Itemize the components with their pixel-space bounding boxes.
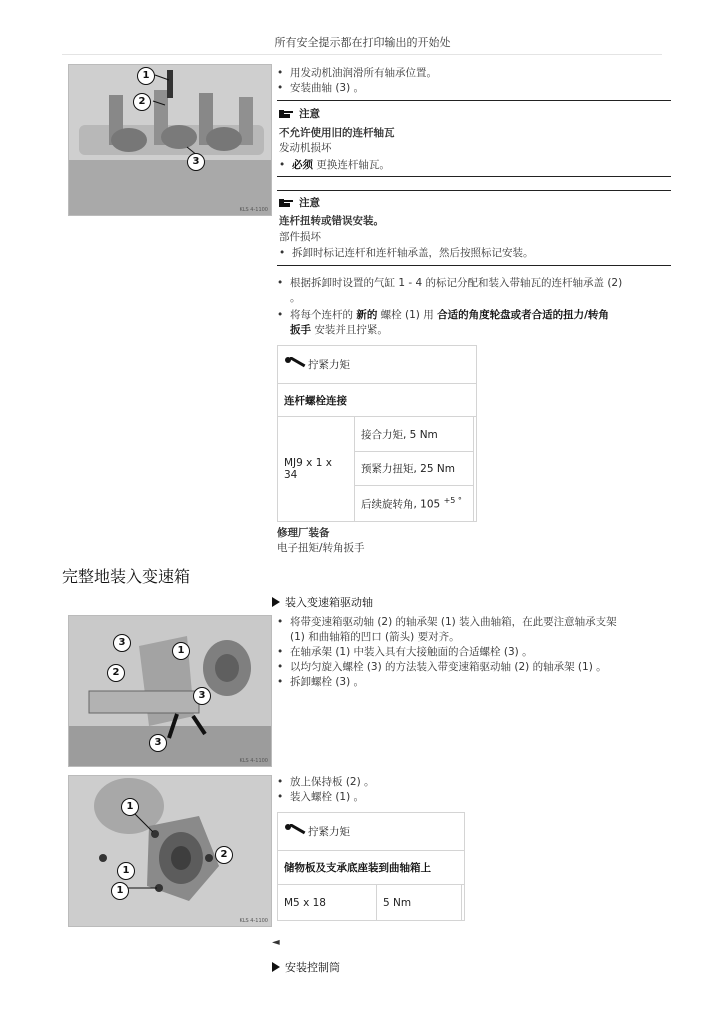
- step-text: 。: [290, 292, 301, 304]
- procedure-title: 装入变速箱驱动轴: [285, 596, 373, 609]
- figure-tag: KLS 4-1100: [239, 918, 268, 924]
- torque-table: [277, 345, 477, 522]
- list-item: • 放上保持板 (2) 。: [277, 775, 677, 790]
- note-label: 注意: [299, 197, 320, 209]
- torque-value: [355, 486, 474, 522]
- step-text: 将带变速箱驱动轴 (2) 的轴承架 (1) 装入曲轴箱，在此要注意轴承支架: [290, 616, 617, 628]
- bolt-spec: MJ9 x 1 x 34: [278, 417, 355, 522]
- torque-title-cell: [278, 813, 465, 851]
- callout-3: 3: [187, 153, 205, 171]
- callout-3: 3: [113, 634, 131, 652]
- gearbox-shaft-photo: [68, 615, 272, 767]
- pointing-hand-icon: [279, 108, 293, 119]
- step-text: 将每个连杆的: [290, 309, 357, 321]
- callout-1: 1: [172, 642, 190, 660]
- pointing-hand-icon: [279, 197, 293, 208]
- emphasis-text: 合适的角度轮盘或者合适的扭力/转角: [437, 309, 609, 321]
- torque-title: 拧紧力矩: [308, 358, 350, 371]
- note-heading: [279, 106, 320, 121]
- end-of-procedure-mark: ◄: [272, 937, 280, 948]
- lubrication-steps: [277, 66, 677, 96]
- retaining-plate-photo: [68, 775, 272, 927]
- note-divider: [277, 265, 671, 266]
- page-header: 所有安全提示都在打印输出的开始处: [274, 36, 451, 49]
- plate-install-steps: [277, 775, 677, 805]
- note-label: 注意: [299, 108, 320, 120]
- list-item: • 用发动机油润滑所有轴承位置。: [277, 66, 677, 81]
- callout-2: 2: [133, 93, 151, 111]
- note-divider: [277, 100, 671, 101]
- callout-1: 1: [111, 882, 129, 900]
- list-item: • 装入螺栓 (1) 。: [277, 790, 677, 805]
- note-actions: [279, 246, 669, 261]
- list-item: • 在轴承架 (1) 中装入具有大接触面的合适螺栓 (3) 。: [277, 645, 677, 660]
- action-text: 更换连杆轴瓦。: [313, 159, 390, 171]
- step-text: 根据拆卸时设置的气缸 1 - 4 的标记分配和装入带轴瓦的连杆轴承盖 (2): [290, 277, 623, 289]
- note-heading: [279, 195, 320, 210]
- list-item: [277, 615, 677, 645]
- note-consequence: 部件损坏: [279, 231, 321, 243]
- torque-value: 接合力矩, 5 Nm: [355, 417, 474, 452]
- emphasis-text: 扳手: [290, 324, 311, 336]
- step-text: (1) 和曲轴箱的凹口 (箭头) 要对齐。: [290, 631, 460, 643]
- torque-title: 拧紧力矩: [308, 825, 350, 838]
- list-item: • 拆卸时标记连杆和连杆轴承盖，然后按照标记安装。: [279, 246, 669, 261]
- callout-3: 3: [193, 687, 211, 705]
- header-divider: [62, 54, 662, 55]
- torque-value: 预紧力扭矩, 25 Nm: [355, 452, 474, 486]
- bolt-spec: M5 x 18: [278, 885, 377, 921]
- emphasis-text: 新的: [356, 309, 378, 321]
- procedure-heading: [272, 959, 340, 975]
- crankshaft-illustration: [69, 65, 271, 215]
- callout-3: 3: [149, 734, 167, 752]
- table-spacer: [462, 885, 465, 921]
- callout-1: 1: [137, 67, 155, 85]
- angle-value: 后续旋转角, 105: [361, 498, 441, 511]
- list-item: [279, 158, 669, 173]
- shaft-install-steps: [277, 615, 677, 690]
- torque-title-cell: [278, 346, 477, 384]
- callout-1: 1: [117, 862, 135, 880]
- note-consequence: 发动机损坏: [279, 142, 332, 154]
- emphasis-text: 必须: [292, 159, 313, 171]
- torque-subtitle: 储物板及支承底座装到曲轴箱上: [278, 851, 465, 885]
- note-actions: [279, 158, 669, 173]
- procedure-title: 安装控制筒: [285, 961, 340, 974]
- table-spacer: [474, 417, 477, 522]
- equipment-title: 修理厂装备: [277, 527, 330, 539]
- step-text: 安装并且拧紧。: [311, 324, 388, 336]
- step-text: 螺栓 (1) 用: [377, 309, 438, 321]
- list-item: • 拆卸螺栓 (3) 。: [277, 675, 677, 690]
- note-title: 连杆扭转或错误安装。: [279, 215, 384, 227]
- retaining-plate-illustration: [69, 776, 271, 926]
- note-title: 不允许使用旧的连杆轴瓦: [279, 127, 395, 139]
- callout-2: 2: [107, 664, 125, 682]
- note-divider: [277, 176, 671, 177]
- torque-table: [277, 812, 465, 921]
- wrench-icon: [284, 824, 308, 840]
- procedure-heading: [272, 594, 373, 610]
- list-item: • 以均匀旋入螺栓 (3) 的方法装入带变速箱驱动轴 (2) 的轴承架 (1) 。: [277, 660, 677, 675]
- wrench-icon: [284, 357, 308, 373]
- note-divider: [277, 190, 671, 191]
- equipment-item: 电子扭矩/转角扳手: [277, 542, 365, 554]
- angle-tolerance: +5 °: [443, 495, 462, 505]
- triangle-icon: [272, 597, 280, 607]
- torque-subtitle: 连杆螺栓连接: [278, 384, 477, 417]
- gearbox-illustration: [69, 616, 271, 766]
- figure-tag: KLS 4-1100: [239, 758, 268, 764]
- bearing-cap-steps: [277, 276, 677, 338]
- triangle-icon: [272, 962, 280, 972]
- callout-2: 2: [215, 846, 233, 864]
- section-title: 完整地装入变速箱: [62, 567, 191, 586]
- crankshaft-photo: [68, 64, 272, 216]
- torque-value: 5 Nm: [377, 885, 462, 921]
- list-item: [277, 308, 677, 338]
- list-item: • 安装曲轴 (3) 。: [277, 81, 677, 96]
- figure-tag: KLS 4-1100: [239, 207, 268, 213]
- callout-1: 1: [121, 798, 139, 816]
- list-item: [277, 276, 677, 306]
